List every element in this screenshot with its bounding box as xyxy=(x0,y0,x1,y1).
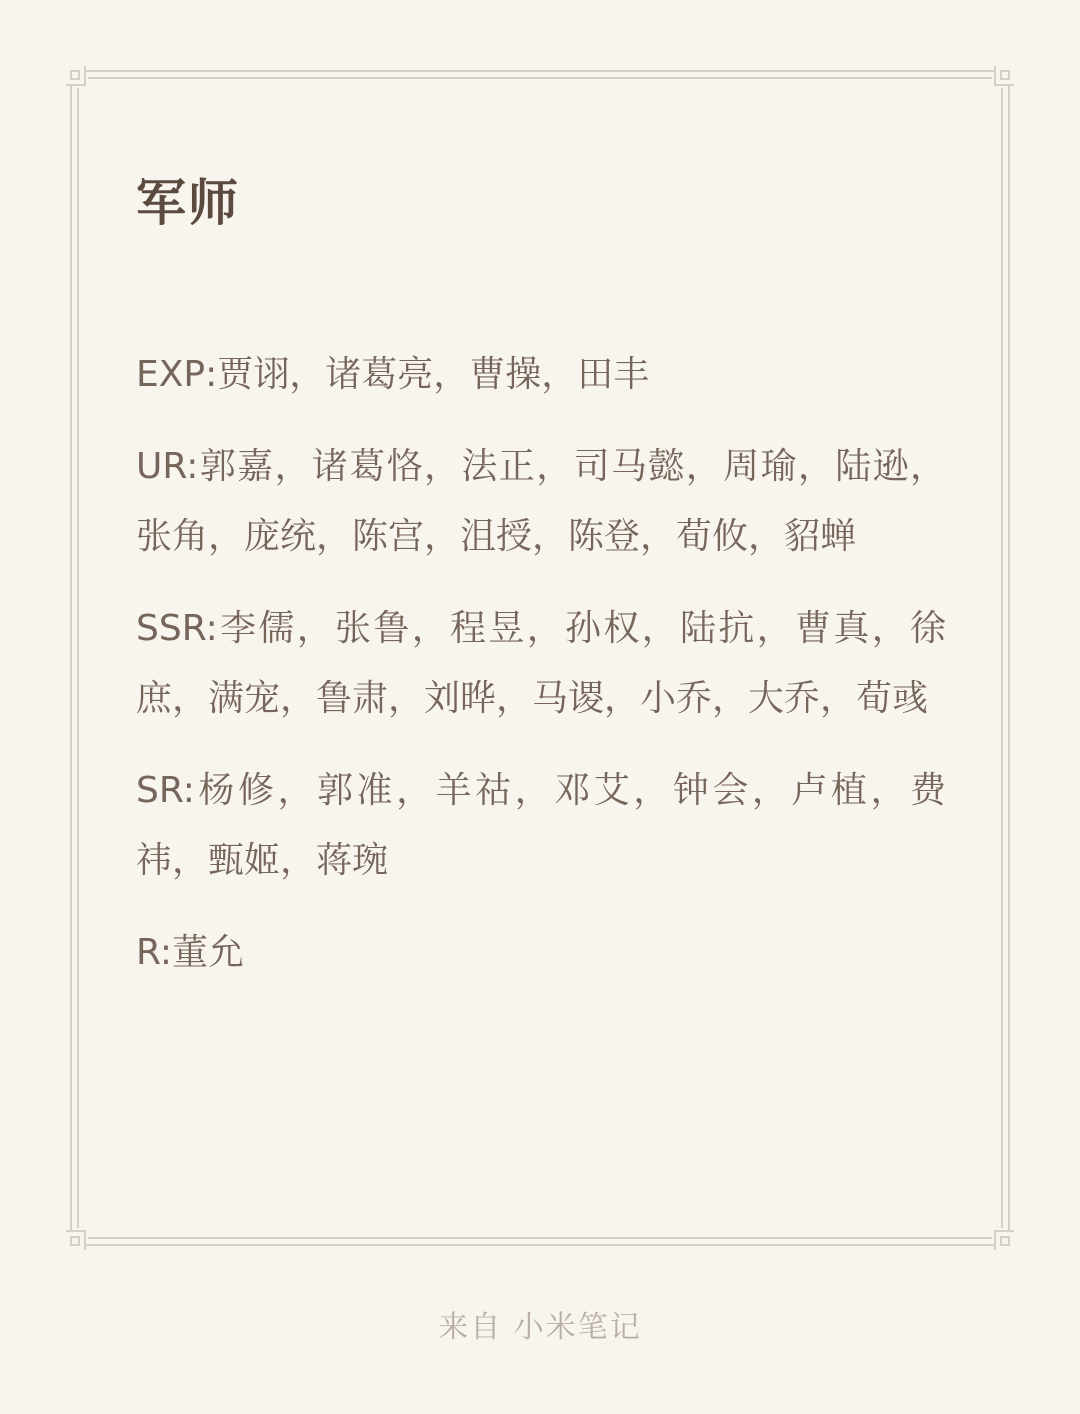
note-body xyxy=(136,340,946,1010)
note-paragraph-sr: SR:杨修，郭准，羊祜，邓艾，钟会，卢植，费祎，甄姬，蒋琬 xyxy=(136,770,946,881)
corner-ornament-icon xyxy=(66,1231,85,1250)
corner-ornament-icon xyxy=(995,1231,1014,1250)
note-paragraph-r: R:董允 xyxy=(136,932,245,973)
corner-ornament-icon xyxy=(995,66,1014,85)
note-paragraph-ur: UR:郭嘉，诸葛恪，法正，司马懿，周瑜，陆逊，张角，庞统，陈宫，沮授，陈登，荀攸，貂蝉 xyxy=(136,446,946,557)
corner-ornament-icon xyxy=(66,66,85,85)
note-paragraph-exp: EXP:贾诩，诸葛亮，曹操，田丰 xyxy=(136,354,650,395)
source-footer: 来自 小米笔记 xyxy=(438,1310,642,1345)
note-title: 军师 xyxy=(136,174,240,232)
note-paragraph-ssr: SSR:李儒，张鲁，程昱，孙权，陆抗，曹真，徐庶，满宠，鲁肃，刘晔，马谡，小乔，大乔，荀彧 xyxy=(136,608,946,719)
